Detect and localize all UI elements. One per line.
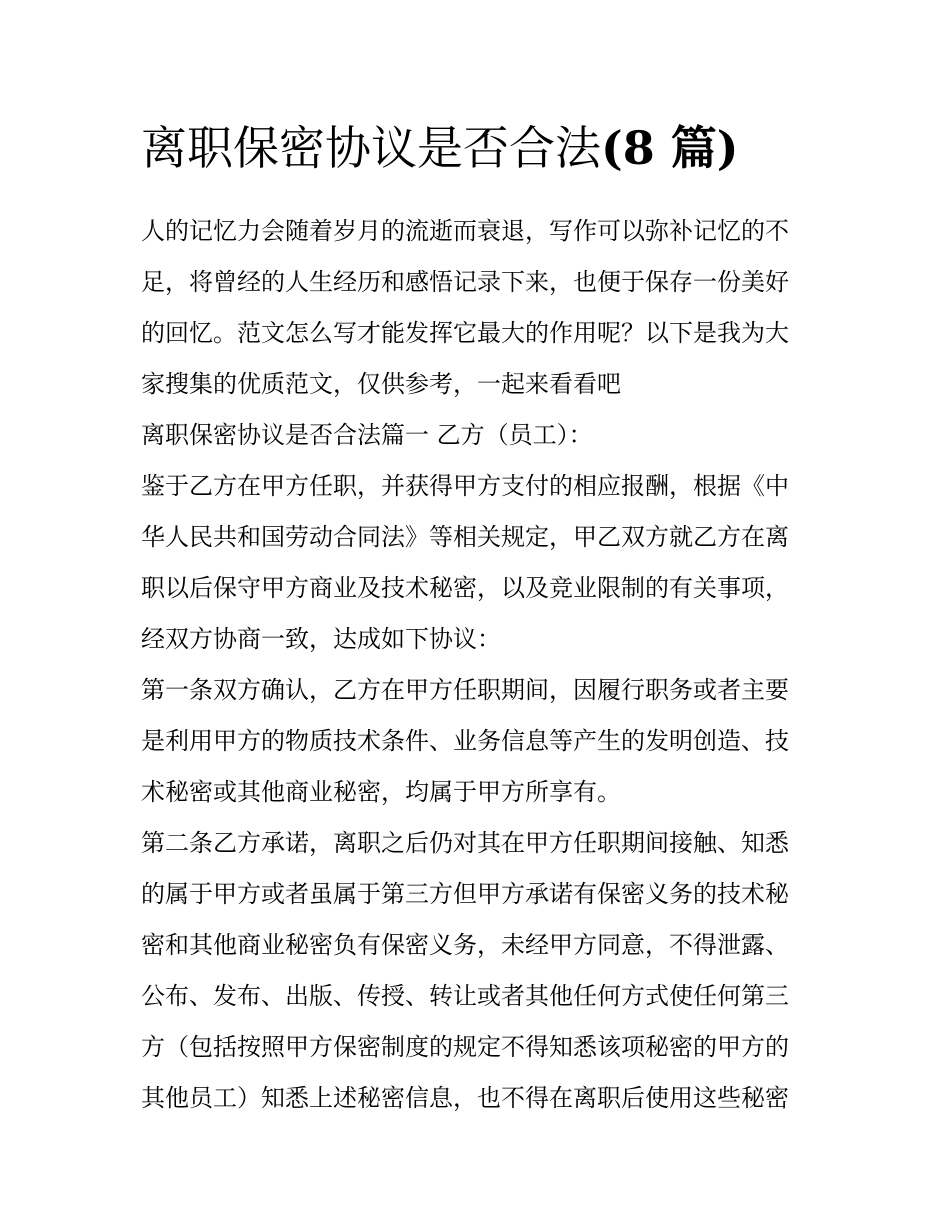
text-line: 第一条双方确认，乙方在甲方任职期间，因履行职务或者主要 — [141, 676, 789, 704]
text-line: 第二条乙方承诺，离职之后仍对其在甲方任职期间接触、知悉 — [141, 829, 789, 857]
text-line: 人的记忆力会随着岁月的流逝而衰退，写作可以弥补记忆的不 — [141, 217, 789, 245]
text-line: 家搜集的优质范文，仅供参考，一起来看看吧 — [141, 370, 621, 398]
document-title — [141, 112, 811, 184]
text-line: 密和其他商业秘密负有保密义务，未经甲方同意，不得泄露、 — [141, 931, 789, 959]
document-body — [141, 206, 811, 1124]
text-line: 离职保密协议是否合法篇一 乙方（员工）： — [141, 421, 593, 449]
paragraph-heading — [141, 410, 811, 461]
title-suffix: (8 篇) — [601, 121, 739, 175]
paragraph-intro — [141, 206, 811, 410]
text-line: 鉴于乙方在甲方任职，并获得甲方支付的相应报酬，根据《中 — [141, 472, 789, 500]
text-line: 经双方协商一致，达成如下协议： — [141, 625, 501, 653]
title-main: 离职保密协议是否合法 — [141, 121, 601, 175]
text-line: 的属于甲方或者虽属于第三方但甲方承诺有保密义务的技术秘 — [141, 880, 789, 908]
paragraph-preamble — [141, 461, 811, 665]
document-page — [141, 112, 811, 1124]
text-line: 公布、发布、出版、传授、转让或者其他任何方式使任何第三 — [141, 982, 789, 1010]
text-line: 的回忆。范文怎么写才能发挥它最大的作用呢？以下是我为大 — [141, 319, 789, 347]
text-line: 职以后保守甲方商业及技术秘密，以及竞业限制的有关事项， — [141, 574, 789, 602]
text-line: 其他员工）知悉上述秘密信息，也不得在离职后使用这些秘密 — [141, 1084, 789, 1112]
text-line: 华人民共和国劳动合同法》等相关规定，甲乙双方就乙方在离 — [141, 523, 789, 551]
text-line: 方（包括按照甲方保密制度的规定不得知悉该项秘密的甲方的 — [141, 1033, 789, 1061]
text-line: 术秘密或其他商业秘密，均属于甲方所享有。 — [141, 778, 621, 806]
text-line: 足，将曾经的人生经历和感悟记录下来，也便于保存一份美好 — [141, 268, 789, 296]
text-line: 是利用甲方的物质技术条件、业务信息等产生的发明创造、技 — [141, 727, 789, 755]
paragraph-article-1 — [141, 665, 811, 818]
paragraph-article-2 — [141, 818, 811, 1124]
